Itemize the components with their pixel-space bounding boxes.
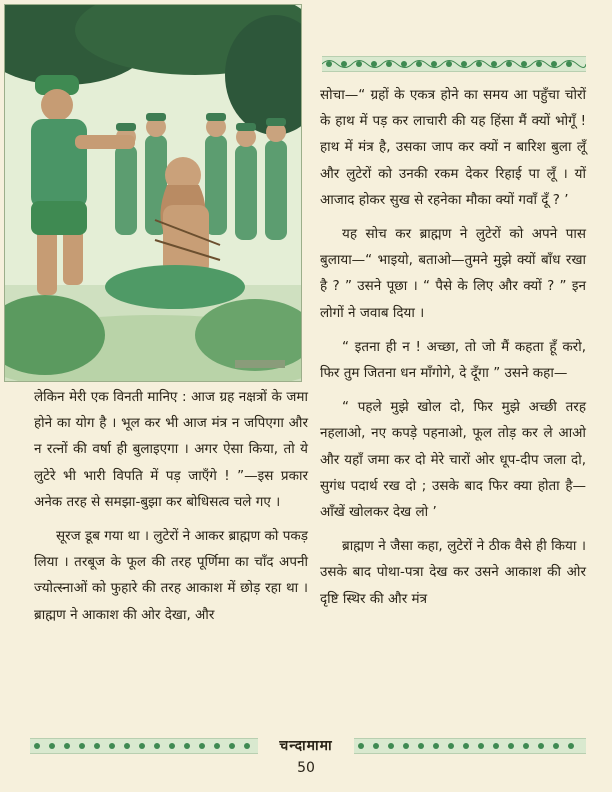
right-paragraph-1: सोचा—“ ग्रहों के एकत्र होने का समय आ पहुँचा चोरों के हाथ में पड़ कर लाचारी की यह हिंसा मैं क्यों भोगूँ ! हाथ में मंत्र है, उसका जाप कर क्यों न बारिश बुला लूँ और लुटेरों को उनकी रकम देकर रिहाई पा लूँ । यों आजाद होकर सुख से रहनेका मौका क्यों गवाँ दूँ ? ’: [320, 87, 586, 208]
left-text-column: [34, 384, 308, 628]
page-number: 50: [297, 760, 315, 776]
magazine-title: चन्दामामा: [279, 738, 333, 754]
right-text-column: [320, 82, 586, 612]
right-paragraph-3: “ इतना ही न ! अच्छा, तो जो मैं कहता हूँ करो, फिर तुम जितना धन माँगोगे, दे दूँगा ” उसने कहा—: [320, 338, 586, 382]
ornament-pattern: [322, 57, 586, 71]
illustration-drawing: [5, 5, 301, 381]
story-illustration: [4, 4, 302, 382]
left-paragraph-1: लेकिन मेरी एक विनती मानिए : आज ग्रह नक्षत्रों के जमा होने का योग है । भूल कर भी आज मंत्र न जपिएगा और न रत्नों की वर्षा ही बुलाइएगा । अगर ऐसा किया, तो ये लुटेरे भी भारी विपति में पड़ जाएँगे ! ”—इस प्रकार अनेक तरह से समझा-बुझा कर बोधिसत्व चले गए ।: [34, 389, 308, 510]
right-paragraph-5: ब्राह्मण ने जैसा कहा, लुटेरों ने ठीक वैसे ही किया । उसके बाद पोथा-पत्रा देख कर उसने आकाश की ओर दृष्टि स्थिर की और मंत्र: [320, 538, 586, 607]
right-paragraph-2: यह सोच कर ब्राह्मण ने लुटेरों को अपने पास बुलाया—“ भाइयो, बताओ—तुमने मुझे क्यों बाँध रखा है ? ” उसने पूछा । “ पैसे के लिए और क्यों ? ” इन लोगों ने जवाब दिया ।: [320, 226, 586, 321]
left-paragraph-2: सूरज डूब गया था । लुटेरों ने आकर ब्राह्मण को पकड़ लिया । तरबूज के फूल की तरह पूर्णिमा का चाँद अपनी ज्योत्स्नाओं को फुहारे की तरह आकाश में छोड़ रहा था । ब्राह्मण ने आकाश की ओर देखा, और: [34, 528, 308, 623]
ornamental-border-top: [322, 56, 586, 72]
right-paragraph-4: “ पहले मुझे खोल दो, फिर मुझे अच्छी तरह नहलाओ, नए कपड़े पहनाओ, फूल तोड़ कर ले आओ और यहाँ जमा कर दो मेरे चारों ओर धूप-दीप जला दो, सुगंध पदार्थ रख दो ; उसके बाद फिर क्या होता है— आँखें खोलकर देख लो ’: [320, 399, 586, 521]
